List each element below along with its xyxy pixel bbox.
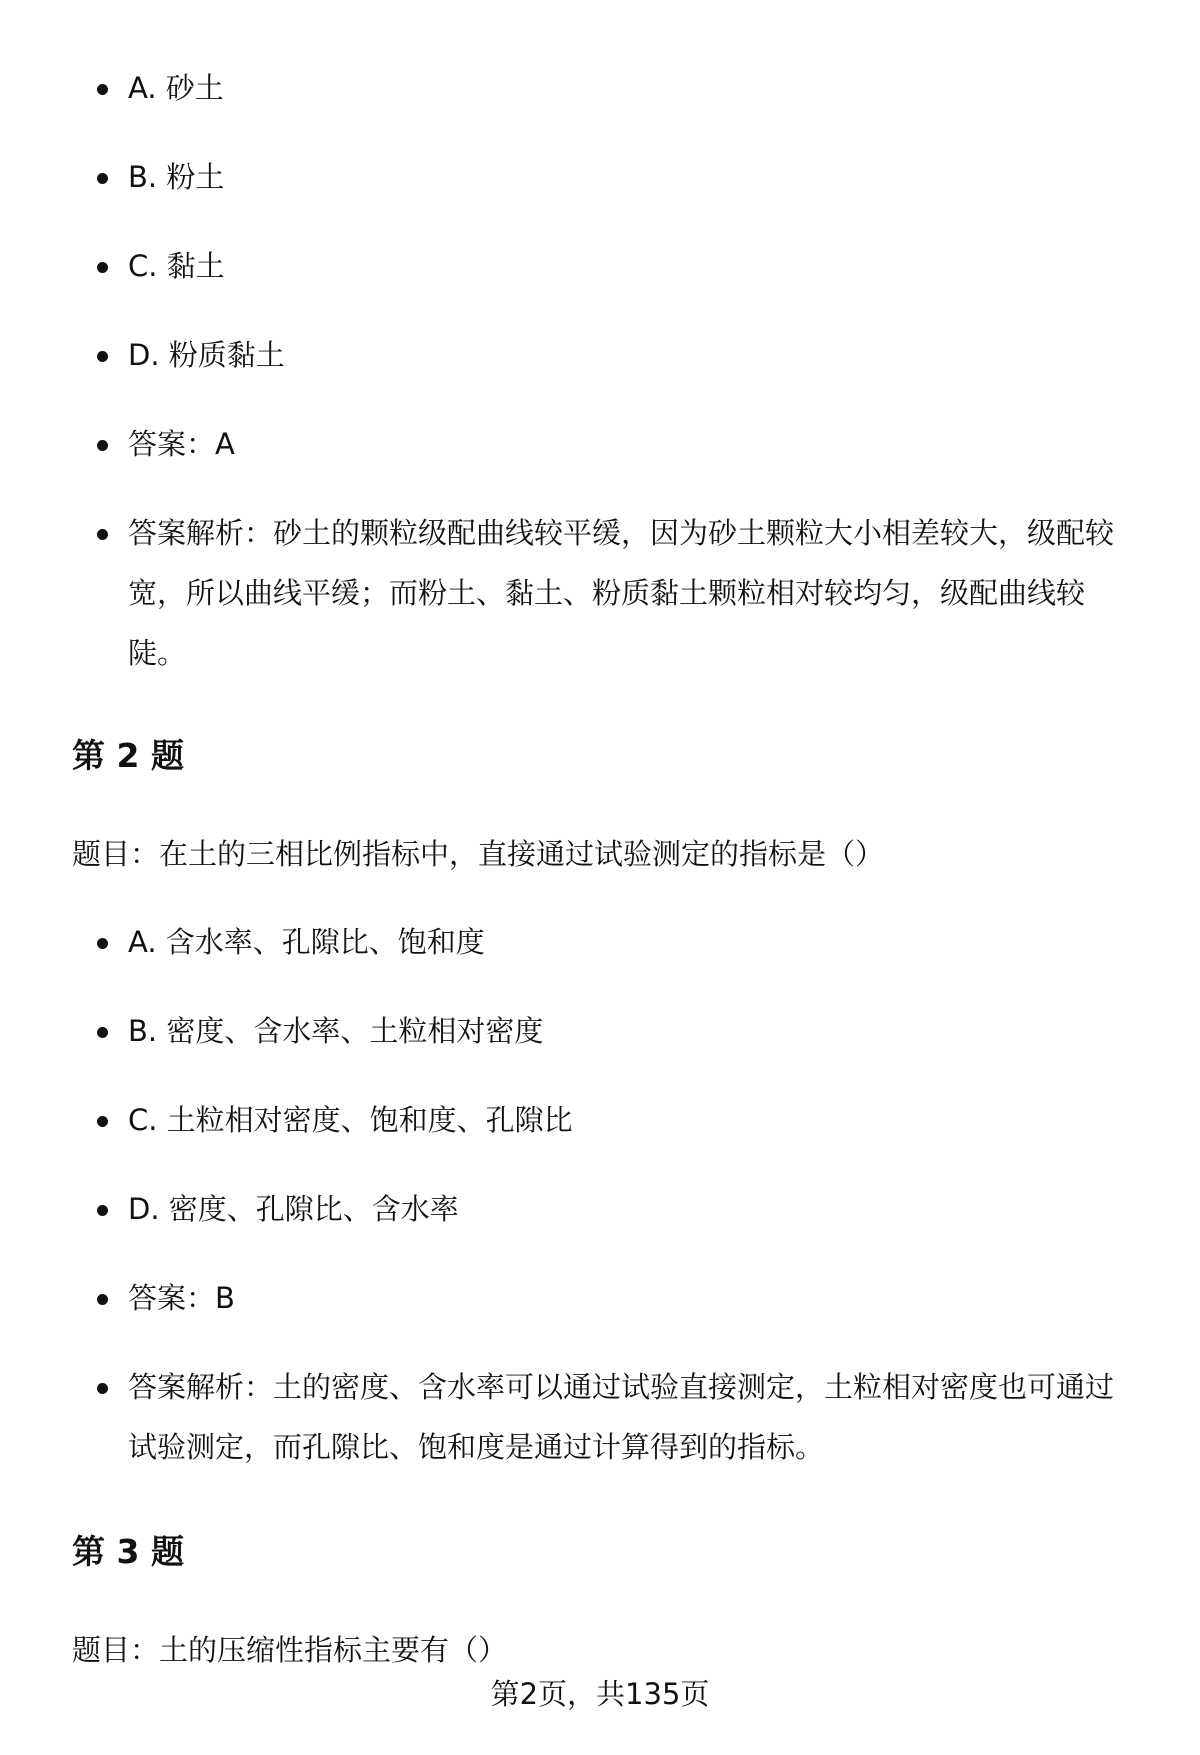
list-item [0,236,1200,296]
q1-option-c: C. 黏土 [128,249,225,283]
bullet-icon [97,1383,108,1394]
list-item [0,414,1200,474]
list-item [0,58,1200,118]
q2-option-d: D. 密度、孔隙比、含水率 [128,1192,459,1226]
q2-answer: 答案：B [128,1281,235,1315]
q2-option-c: C. 土粒相对密度、饱和度、孔隙比 [128,1103,573,1137]
q2-option-a: A. 含水率、孔隙比、饱和度 [128,925,485,959]
q1-option-a: A. 砂土 [128,71,224,105]
list-item [0,1268,1200,1328]
bullet-icon [97,1116,108,1127]
q1-option-d: D. 粉质黏土 [128,338,285,372]
q1-option-list [0,58,1200,712]
q2-explanation: 答案解析：土的密度、含水率可以通过试验直接测定，土粒相对密度也可通过试验测定，而孔隙比、饱和度是通过计算得到的指标。 [128,1370,1115,1464]
bullet-icon [97,262,108,273]
bullet-icon [97,84,108,95]
list-item [0,147,1200,207]
list-item [0,1179,1200,1239]
bullet-icon [97,173,108,184]
q2-heading: 第 2 题 [72,736,184,775]
q1-explanation: 答案解析：砂土的颗粒级配曲线较平缓，因为砂土颗粒大小相差较大，级配较宽，所以曲线平缓；而粉土、黏土、粉质黏土颗粒相对较均匀，级配曲线较陡。 [128,516,1115,670]
bullet-icon [97,351,108,362]
list-item [0,1090,1200,1150]
list-item [0,1357,1200,1477]
list-item [0,912,1200,972]
list-item [0,1001,1200,1061]
q1-answer: 答案：A [128,427,235,461]
bullet-icon [97,1205,108,1216]
q3-heading: 第 3 题 [72,1532,184,1571]
q2-option-list [0,912,1200,1506]
bullet-icon [97,1027,108,1038]
page-footer: 第2页，共135页 [490,1677,710,1711]
q2-option-b: B. 密度、含水率、土粒相对密度 [128,1014,544,1048]
q3-stem: 题目：土的压缩性指标主要有（） [72,1633,508,1667]
bullet-icon [97,440,108,451]
q1-option-b: B. 粉土 [128,160,225,194]
list-item [0,503,1200,683]
bullet-icon [97,1294,108,1305]
list-item [0,325,1200,385]
bullet-icon [97,938,108,949]
q2-stem: 题目：在土的三相比例指标中，直接通过试验测定的指标是（） [72,837,885,871]
bullet-icon [97,529,108,540]
